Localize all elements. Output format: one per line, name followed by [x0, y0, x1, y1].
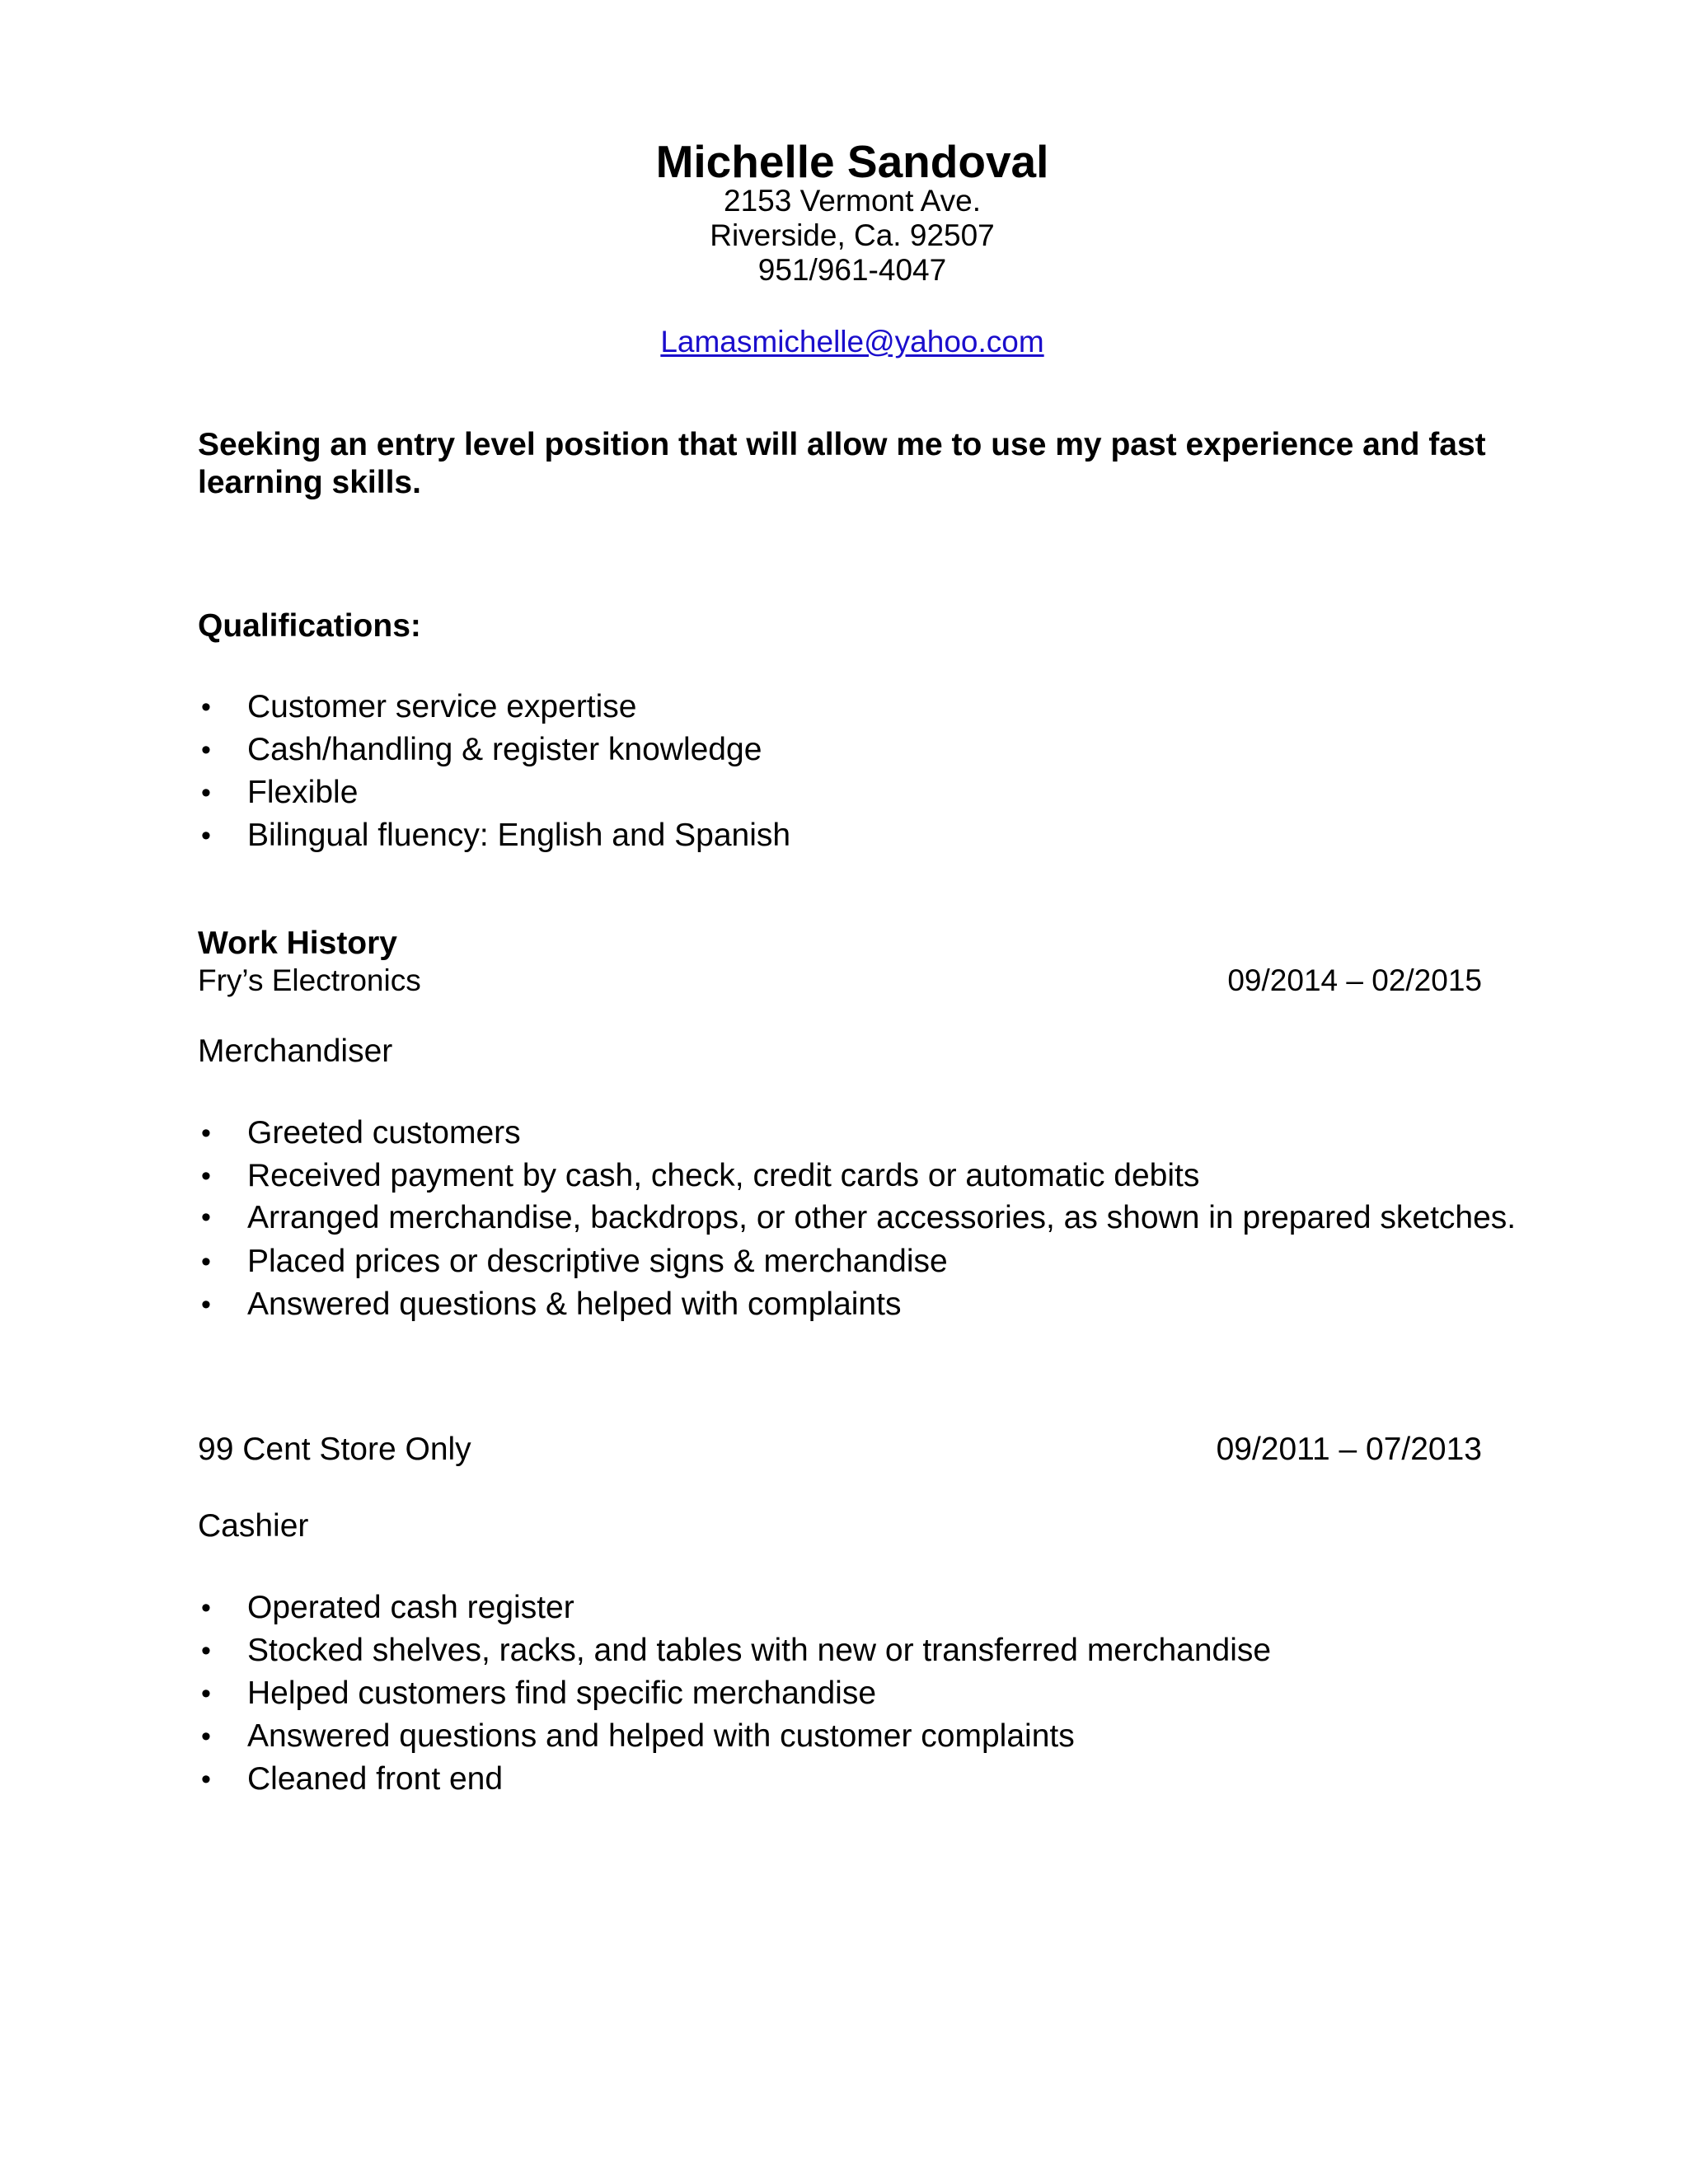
bullet-icon: • [201, 1289, 211, 1320]
bullet-icon: • [201, 734, 211, 766]
qualification-item: • Customer service expertise [198, 686, 1517, 729]
job-duties-list [198, 1586, 1517, 1801]
bullet-icon: • [201, 691, 211, 723]
phone-number: 951/961-4047 [757, 253, 947, 287]
email-line [0, 324, 1688, 360]
qualifications-list [198, 686, 1517, 857]
address-line-1: 2153 Vermont Ave. [724, 184, 981, 218]
qualification-item: • Flexible [198, 771, 1517, 814]
qualification-item: • Cash/handling & register knowledge [198, 729, 1517, 771]
job-dates: 09/2014 – 02/2015 [1227, 963, 1482, 997]
address-line-2: Riverside, Ca. 92507 [710, 218, 995, 252]
bullet-icon: • [201, 1678, 211, 1709]
duty-item: • Cleaned front end [198, 1758, 1517, 1801]
job-title: Cashier [198, 1508, 309, 1544]
bullet-icon: • [201, 1118, 211, 1149]
applicant-name: Michelle Sandoval [655, 136, 1049, 187]
bullet-icon: • [201, 1160, 211, 1192]
qualifications-heading: Qualifications: [198, 608, 421, 644]
duty-item: • Answered questions and helped with customer complaints [198, 1715, 1517, 1758]
objective-statement: Seeking an entry level position that will allow me to use my past experience and fast learning skills. [198, 427, 1486, 500]
duty-item: • Greeted customers [198, 1112, 1517, 1155]
job-dates: 09/2011 – 07/2013 [1216, 1432, 1482, 1467]
bullet-icon: • [201, 1202, 211, 1233]
qualification-item: • Bilingual fluency: English and Spanish [198, 814, 1517, 857]
duty-item: • Placed prices or descriptive signs & merchandise [198, 1240, 1517, 1283]
duty-item: • Arranged merchandise, backdrops, or other accessories, as shown in prepared sketches. [198, 1197, 1517, 1238]
email-link[interactable]: Lamasmichelle@yahoo.com [660, 325, 1044, 359]
job-duties-list [198, 1112, 1517, 1326]
duty-item: • Stocked shelves, racks, and tables with new or transferred merchandise [198, 1629, 1517, 1672]
work-history-heading: Work History [198, 926, 397, 961]
duty-item: • Operated cash register [198, 1586, 1517, 1629]
duty-item: • Helped customers find specific merchandise [198, 1672, 1517, 1715]
job-title: Merchandiser [198, 1033, 393, 1069]
bullet-icon: • [201, 1764, 211, 1795]
duty-item: • Received payment by cash, check, credit cards or automatic debits [198, 1155, 1517, 1197]
bullet-icon: • [201, 1721, 211, 1752]
bullet-icon: • [201, 1635, 211, 1666]
bullet-icon: • [201, 1246, 211, 1277]
bullet-icon: • [201, 777, 211, 808]
job-employer: Fry’s Electronics [198, 963, 421, 997]
duty-item: • Answered questions & helped with complaints [198, 1283, 1517, 1326]
job-employer: 99 Cent Store Only [198, 1432, 471, 1467]
bullet-icon: • [201, 1592, 211, 1624]
bullet-icon: • [201, 820, 211, 851]
